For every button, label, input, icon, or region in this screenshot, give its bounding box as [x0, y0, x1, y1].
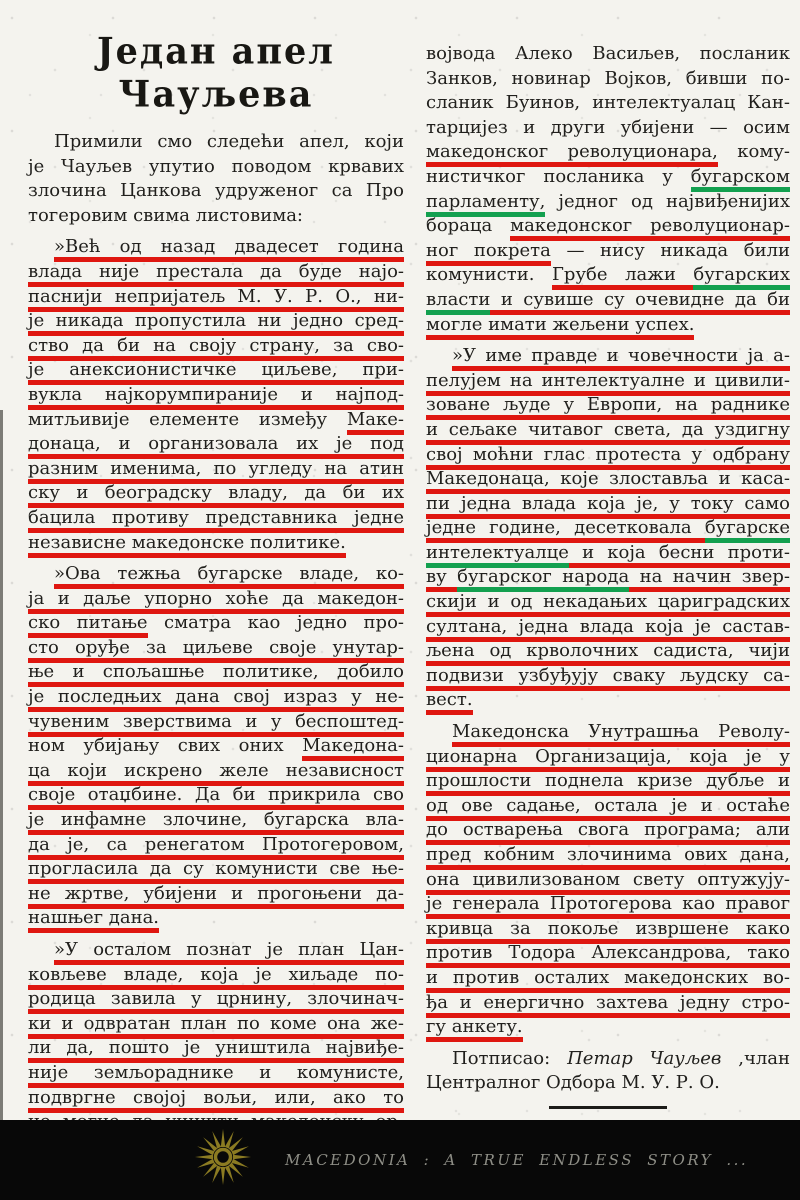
underlined-text: интелектуалце	[426, 542, 569, 568]
article-line	[426, 67, 790, 92]
text-segment: Петар Чауљев	[567, 1047, 722, 1069]
article-line	[426, 214, 790, 239]
underlined-text: бацила противу представника једне	[28, 507, 404, 533]
article-line	[426, 720, 790, 745]
underlined-text: Македонска Унутрашња Револу-	[452, 721, 790, 747]
article-line	[28, 808, 404, 833]
article-line	[426, 868, 790, 893]
text-segment: једног од највиђенијих	[545, 190, 790, 212]
underlined-text: бугарском	[691, 166, 790, 192]
article-line	[28, 882, 404, 907]
text-segment: нистичког посланика у	[426, 165, 691, 187]
underlined-text: подвргне својој вољи, или, ако то	[28, 1087, 404, 1113]
article-line	[28, 1086, 404, 1111]
underlined-text: бугарске	[705, 517, 790, 543]
article-line	[426, 615, 790, 640]
underlined-text: ње и спољашње политике, добило	[28, 661, 404, 687]
article-title: Један апел Чауљева	[97, 29, 335, 117]
article-paragraph	[28, 130, 404, 228]
underlined-text: ли да, пошто је уништила највиђе-	[28, 1037, 404, 1063]
text-segment: комунисти.	[426, 264, 553, 286]
underlined-text: влада није престала да буде најо-	[28, 261, 404, 287]
underlined-text: султана, једна влада која је састав-	[426, 616, 790, 642]
underlined-text: македонског револуционар-	[510, 215, 790, 241]
article-line	[28, 938, 404, 963]
signature-paragraph	[426, 1047, 790, 1096]
underlined-text: свој моћни глас протеста у одбрану	[426, 444, 790, 470]
article-line	[426, 239, 790, 264]
article-line	[28, 130, 404, 155]
article-column-left	[28, 28, 404, 1120]
underlined-text: да је, са ренегатом Протогеровом,	[28, 834, 404, 860]
underlined-text: ца који искрено желе независност	[28, 760, 404, 786]
article-line	[28, 611, 404, 636]
text-segment: кому-	[717, 141, 791, 163]
article-line	[28, 358, 404, 383]
underlined-text: власти	[426, 289, 490, 315]
text-segment: Централног Одбора М. У. Р. О.	[426, 1072, 720, 1094]
article-line	[426, 344, 790, 369]
article-line	[426, 818, 790, 843]
underlined-text: прогласила да су комунисти све ње-	[28, 858, 404, 884]
underlined-text: не жртве, убијени и прогоњени да-	[28, 883, 404, 909]
underlined-text: донаца, и организовала их је под	[28, 433, 404, 459]
underlined-text: своје отаџбине. Да би прикрила сво	[28, 784, 404, 810]
underlined-text: је последњих дана свој израз у не-	[28, 686, 404, 712]
underlined-text: бугарског народа	[457, 566, 629, 592]
text-segment: злочина Цанкова удруженог са Про	[28, 180, 404, 202]
article-column-right	[426, 28, 790, 1120]
article-line	[28, 432, 404, 457]
article-paragraph	[426, 720, 790, 1040]
underlined-text: прошлости поднела кризе дубље и	[426, 770, 790, 796]
article-line	[28, 833, 404, 858]
article-line	[28, 531, 404, 556]
underlined-text: Македонаца, које злоставља и каса-	[426, 468, 790, 494]
underlined-text: Маке-	[347, 409, 404, 435]
article-line	[426, 492, 790, 517]
underlined-text: ки и одвратан план по коме она же-	[28, 1013, 404, 1039]
underlined-text: гу анкету.	[426, 1016, 523, 1042]
underlined-text: је анексионистичке циљеве, при-	[28, 359, 404, 385]
article-line	[28, 783, 404, 808]
underlined-text: љена од крволочних садиста, чији	[426, 640, 790, 666]
footer-caption: MACEDONIA : A TRUE ENDLESS STORY ...	[285, 1151, 749, 1169]
underlined-text: могле имати жељени успех.	[426, 314, 694, 340]
column-left-body	[28, 130, 404, 1159]
underlined-text: »У осталом познат је план Цан-	[54, 939, 404, 965]
article-line	[28, 235, 404, 260]
article-line	[426, 467, 790, 492]
footer-banner	[0, 1120, 800, 1200]
article-line	[28, 179, 404, 204]
text-segment: сланик Буинов, интелектуалац Кан-	[426, 92, 790, 114]
underlined-text: »Већ од назад двадесет година	[54, 236, 404, 262]
underlined-text: зоване људе у Европи, на раднике	[426, 394, 790, 420]
text-segment: Занков, новинар Војков, бивши по-	[426, 67, 790, 89]
article-line	[28, 1012, 404, 1037]
text-segment: Потписао:	[452, 1047, 568, 1069]
article-line	[28, 285, 404, 310]
underlined-text: родица завила у црнину, злочинач-	[28, 988, 404, 1014]
article-line	[28, 710, 404, 735]
article-line	[28, 906, 404, 931]
article-line	[426, 516, 790, 541]
article-line	[28, 334, 404, 359]
underlined-text: је генерала Протогерова као правог	[426, 893, 790, 919]
article-line	[426, 288, 790, 313]
article-line	[426, 91, 790, 116]
underlined-text: подвизи узбуђују сваку људску са-	[426, 665, 790, 691]
article-paragraph	[426, 42, 790, 337]
article-line	[426, 664, 790, 689]
article-line	[426, 590, 790, 615]
article-line	[426, 393, 790, 418]
underlined-text: и која бесни проти-	[569, 542, 790, 568]
article-line	[28, 155, 404, 180]
underlined-text: кривца за покоље извршене како	[426, 918, 790, 944]
article-line	[426, 369, 790, 394]
underlined-text: ско питање	[28, 612, 148, 638]
vergina-sun-icon	[193, 1126, 253, 1188]
article-line	[28, 1036, 404, 1061]
article-line	[28, 408, 404, 433]
underlined-text: парламенту,	[426, 191, 545, 217]
article-line	[426, 892, 790, 917]
article-line	[426, 843, 790, 868]
article-line	[28, 857, 404, 882]
article-line	[426, 190, 790, 215]
article-line	[426, 1047, 790, 1072]
article-paragraph	[28, 562, 404, 931]
underlined-text: је инфамне злочине, бугарска вла-	[28, 809, 404, 835]
underlined-text: и против осталих македонских во-	[426, 967, 790, 993]
underlined-text: Македона-	[302, 735, 404, 761]
article-line	[426, 165, 790, 190]
underlined-text: пи једна влада која је, у току само	[426, 493, 790, 519]
underlined-text: ковљеве владе, која је хиљаде по-	[28, 964, 404, 990]
text-segment: ,члан	[721, 1047, 791, 1069]
article-paragraph	[28, 235, 404, 555]
underlined-text: ву	[426, 566, 457, 592]
article-line	[426, 541, 790, 566]
article-line	[426, 794, 790, 819]
article-line	[426, 991, 790, 1016]
article-line	[426, 941, 790, 966]
article-line	[28, 204, 404, 229]
article-line	[28, 636, 404, 661]
article-line	[426, 140, 790, 165]
article-line	[426, 769, 790, 794]
article-line	[28, 1061, 404, 1086]
underlined-text: од ове садање, остала је и остаће	[426, 795, 790, 821]
text-segment: тарцијез и други убијени — осим	[426, 116, 790, 138]
underlined-text: скији и од некадањих цариградских	[426, 591, 790, 617]
text-segment: бораца	[426, 215, 511, 237]
article-line	[28, 383, 404, 408]
article-line	[426, 418, 790, 443]
underlined-text: на начин звер-	[629, 566, 790, 592]
underlined-text: вукла најкорумпираније и најпод-	[28, 384, 404, 410]
text-segment: ном убијању свих оних	[28, 735, 303, 757]
underlined-text: разним именима, по угледу на атин	[28, 458, 404, 484]
underlined-text: је никада пропустила ни једно сред-	[28, 310, 404, 336]
article-line	[28, 660, 404, 685]
article-line	[28, 759, 404, 784]
text-segment: је Чауљев упутио поводом крвавих	[28, 155, 404, 177]
article-line	[426, 263, 790, 288]
underlined-text: и сувише су очевидне да би	[490, 289, 790, 315]
end-of-article-rule	[549, 1106, 667, 1109]
article-line	[426, 966, 790, 991]
underlined-text: није земљораднике и комунисте,	[28, 1062, 404, 1088]
underlined-text: сто оруђе за циљеве своје унутар-	[28, 637, 404, 663]
article-line	[426, 565, 790, 590]
underlined-text: вест.	[426, 689, 473, 715]
underlined-text: Грубе лажи	[552, 264, 693, 290]
underlined-text: ску и београдску владу, да би их	[28, 482, 404, 508]
underlined-text: ђа и енергично захтева једну стро-	[426, 992, 790, 1018]
article-line	[28, 685, 404, 710]
underlined-text: ног покрета	[426, 240, 551, 266]
article-line	[28, 481, 404, 506]
text-segment: Примили смо следећи апел, који	[54, 131, 404, 152]
underlined-text: до остварења свога програма; али	[426, 819, 790, 845]
article-line	[426, 443, 790, 468]
text-segment: сматра као једно про-	[147, 612, 404, 634]
article-line	[426, 1071, 790, 1096]
article-line	[28, 260, 404, 285]
article-line	[28, 963, 404, 988]
underlined-text: једне године, десетковала	[426, 517, 705, 543]
underlined-text: бугарских	[693, 264, 790, 290]
article-line	[28, 309, 404, 334]
underlined-text: нашњег дана.	[28, 907, 159, 933]
article-line	[28, 506, 404, 531]
article-line	[28, 587, 404, 612]
underlined-text: чувеним зверствима и у беспоштед-	[28, 711, 404, 737]
article-paragraph	[426, 344, 790, 713]
underlined-text: македонског револуционара,	[426, 141, 718, 167]
column-right-body	[426, 42, 790, 1096]
underlined-text: независне македонске политике.	[28, 532, 346, 558]
text-segment: митљивије елементе између	[28, 408, 347, 430]
scan-edge-shadow	[0, 410, 3, 1120]
underlined-text: пред кобним злочинима ових дана,	[426, 844, 790, 870]
underlined-text: против Тодора Александрова, тако	[426, 942, 790, 968]
underlined-text: »У име правде и човечности ја а-	[452, 345, 790, 371]
article-line	[426, 745, 790, 770]
article-line	[426, 313, 790, 338]
underlined-text: »Ова тежња бугарске владе, ко-	[54, 563, 404, 589]
article-line	[426, 639, 790, 664]
underlined-text: ство да би на своју страну, за сво-	[28, 335, 404, 361]
underlined-text: ционарна Организација, која је у	[426, 746, 790, 772]
text-segment: војвода Алеко Васиљев, посланик	[426, 43, 790, 64]
underlined-text: она цивилизованом свету оптужују-	[426, 869, 790, 895]
article-line	[426, 116, 790, 141]
text-segment: тогеровим свима листовима:	[28, 204, 303, 226]
article-line	[28, 457, 404, 482]
underlined-text: ја и даље упорно хоће да македон-	[28, 588, 404, 614]
text-segment: — нису никада били	[550, 239, 790, 261]
article-line	[426, 688, 790, 713]
article-line	[28, 734, 404, 759]
article-line	[426, 1015, 790, 1040]
article-line	[426, 42, 790, 67]
article-line	[28, 987, 404, 1012]
underlined-text: паснији непријатељ М. У. Р. О., ни-	[28, 286, 404, 312]
underlined-text: пелујем на интелектуалне и цивили-	[426, 370, 790, 396]
article-line	[28, 562, 404, 587]
article-line	[426, 917, 790, 942]
underlined-text: и сељаке читавог света, да уздигну	[426, 419, 790, 445]
